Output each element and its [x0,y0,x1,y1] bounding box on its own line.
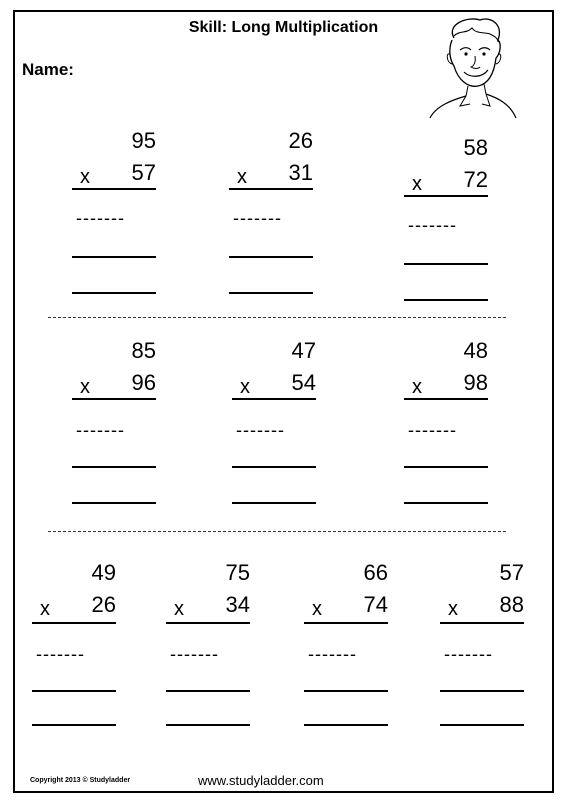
product-line [72,188,156,190]
multiply-sign: x [40,598,50,620]
multiplier: 31 [288,160,313,185]
multiplier: 88 [499,592,524,617]
multiply-sign: x [80,376,90,398]
multiplicand: 49 [91,560,116,585]
carry-dashes: ------- [408,215,457,235]
answer-line [32,690,116,692]
multiplicand: 85 [131,338,156,363]
answer-line [440,724,524,726]
multiplier: 74 [363,592,388,617]
name-label: Name: [22,60,74,79]
answer-line [404,466,488,468]
product-line [304,622,388,624]
answer-line [166,690,250,692]
product-line [440,622,524,624]
cartoon-boy-icon [424,14,520,120]
product-line [32,622,116,624]
product-line [166,622,250,624]
multiplicand: 47 [291,338,316,363]
answer-line [232,466,316,468]
multiply-sign: x [448,598,458,620]
copyright-text: Copyright 2013 © Studyladder [30,777,131,784]
answer-line [304,690,388,692]
carry-dashes: ------- [233,208,282,228]
worksheet-title: Skill: Long Multiplication [188,19,379,36]
answer-line [232,502,316,504]
answer-line [72,292,156,294]
footer-url: www.studyladder.com [198,773,324,788]
multiplicand: 95 [131,128,156,153]
answer-line [304,724,388,726]
multiply-sign: x [174,598,184,620]
multiplier: 96 [131,370,156,395]
answer-line [404,263,488,265]
answer-line [32,724,116,726]
carry-dashes: ------- [408,420,457,440]
answer-line [404,299,488,301]
multiplier: 54 [291,370,316,395]
product-line [229,188,313,190]
multiply-sign: x [412,173,422,195]
multiply-sign: x [237,166,247,188]
answer-line [440,690,524,692]
carry-dashes: ------- [76,420,125,440]
answer-line [404,502,488,504]
multiplicand: 26 [288,128,313,153]
carry-dashes: ------- [444,644,493,664]
multiplier: 57 [131,160,156,185]
multiply-sign: x [412,376,422,398]
multiplicand: 66 [363,560,388,585]
product-line [404,195,488,197]
multiplicand: 75 [225,560,250,585]
answer-line [229,256,313,258]
carry-dashes: ------- [170,644,219,664]
section-divider [48,317,506,318]
product-line [72,398,156,400]
multiply-sign: x [80,166,90,188]
multiply-sign: x [312,598,322,620]
multiplier: 34 [225,592,250,617]
answer-line [72,502,156,504]
carry-dashes: ------- [236,420,285,440]
carry-dashes: ------- [36,644,85,664]
answer-line [72,466,156,468]
answer-line [166,724,250,726]
answer-line [72,256,156,258]
multiplier: 98 [463,370,488,395]
multiplicand: 57 [499,560,524,585]
section-divider [48,531,506,532]
multiplier: 72 [463,167,488,192]
answer-line [229,292,313,294]
product-line [404,398,488,400]
carry-dashes: ------- [308,644,357,664]
multiply-sign: x [240,376,250,398]
multiplier: 26 [91,592,116,617]
multiplicand: 58 [463,135,488,160]
worksheet-border [13,10,554,793]
multiplicand: 48 [463,338,488,363]
product-line [232,398,316,400]
carry-dashes: ------- [76,208,125,228]
